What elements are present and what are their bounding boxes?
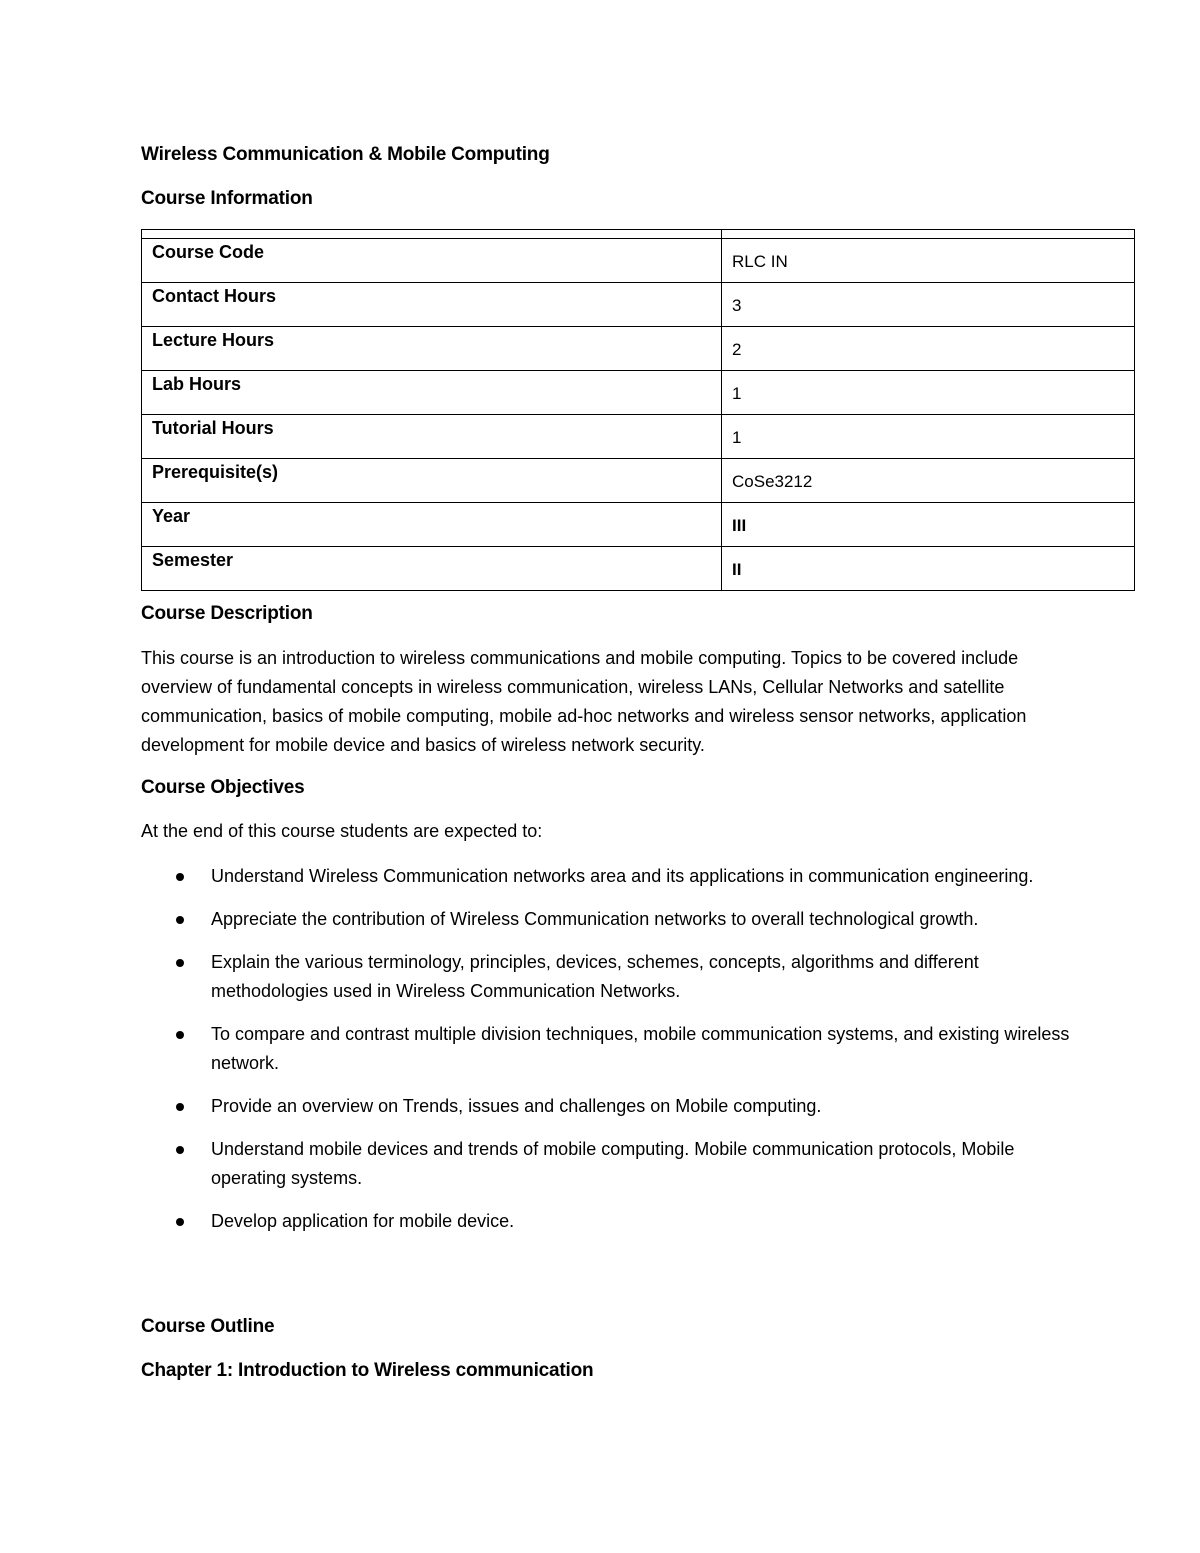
course-code-value: RLC IN: [722, 239, 1135, 283]
lecture-hours-label: Lecture Hours: [142, 327, 722, 371]
course-outline-heading: Course Outline: [141, 1316, 275, 1337]
tutorial-hours-label: Tutorial Hours: [142, 415, 722, 459]
list-item: [141, 1020, 1081, 1078]
bullet-icon: [176, 916, 184, 924]
year-label: Year: [142, 503, 722, 547]
table-row: [142, 459, 1135, 503]
bullet-icon: [176, 1146, 184, 1154]
contact-hours-label: Contact Hours: [142, 283, 722, 327]
chapter-1-heading: Chapter 1: Introduction to Wireless communication: [141, 1360, 594, 1381]
objectives-list: [141, 862, 1081, 1250]
contact-hours-value: 3: [722, 283, 1135, 327]
list-item: [141, 1092, 1081, 1121]
document-title: Wireless Communication & Mobile Computing: [141, 144, 550, 165]
list-item: [141, 905, 1081, 934]
table-row: [142, 547, 1135, 591]
tutorial-hours-value: 1: [722, 415, 1135, 459]
list-item: [141, 1207, 1081, 1236]
course-information-heading: Course Information: [141, 188, 313, 209]
lab-hours-label: Lab Hours: [142, 371, 722, 415]
objective-text: Provide an overview on Trends, issues and challenges on Mobile computing.: [211, 1096, 822, 1116]
semester-label: Semester: [142, 547, 722, 591]
table-row: [142, 503, 1135, 547]
objective-text: Understand mobile devices and trends of mobile computing. Mobile communication protocols, Mobile operating systems.: [211, 1139, 1015, 1188]
objective-text: To compare and contrast multiple division techniques, mobile communication systems, and existing wireless network.: [211, 1024, 1070, 1073]
prerequisites-label: Prerequisite(s): [142, 459, 722, 503]
objective-text: Explain the various terminology, principles, devices, schemes, concepts, algorithms and different methodologies used in Wireless Communication Networks.: [211, 952, 979, 1001]
table-spacer-row: [142, 230, 1135, 239]
list-item: [141, 1135, 1081, 1193]
table-row: [142, 371, 1135, 415]
list-item: [141, 948, 1081, 1006]
course-description-heading: Course Description: [141, 603, 313, 624]
course-objectives-heading: Course Objectives: [141, 777, 305, 798]
bullet-icon: [176, 1218, 184, 1226]
objective-text: Develop application for mobile device.: [211, 1211, 515, 1231]
bullet-icon: [176, 1103, 184, 1111]
bullet-icon: [176, 1031, 184, 1039]
objective-text: Understand Wireless Communication networks area and its applications in communication engineering.: [211, 866, 1034, 886]
prerequisites-value: CoSe3212: [722, 459, 1135, 503]
objectives-intro: At the end of this course students are expected to:: [141, 821, 543, 841]
course-information-table: [141, 229, 1135, 591]
year-value: III: [722, 503, 1135, 547]
objective-text: Appreciate the contribution of Wireless Communication networks to overall technological growth.: [211, 909, 979, 929]
bullet-icon: [176, 959, 184, 967]
table-row: [142, 239, 1135, 283]
list-item: [141, 862, 1081, 891]
lecture-hours-value: 2: [722, 327, 1135, 371]
course-code-label: Course Code: [142, 239, 722, 283]
table-row: [142, 415, 1135, 459]
semester-value: II: [722, 547, 1135, 591]
table-row: [142, 327, 1135, 371]
course-description-text: This course is an introduction to wireless communications and mobile computing. Topics to be covered include overview of fundamental concepts in wireless communication, wireless LANs, Cellular Networks and satellite communication, basics of mobile computing, mobile ad-hoc networks and wireless sensor networks, application development for mobile device and basics of wireless network security.: [141, 648, 1027, 755]
bullet-icon: [176, 873, 184, 881]
table-row: [142, 283, 1135, 327]
lab-hours-value: 1: [722, 371, 1135, 415]
